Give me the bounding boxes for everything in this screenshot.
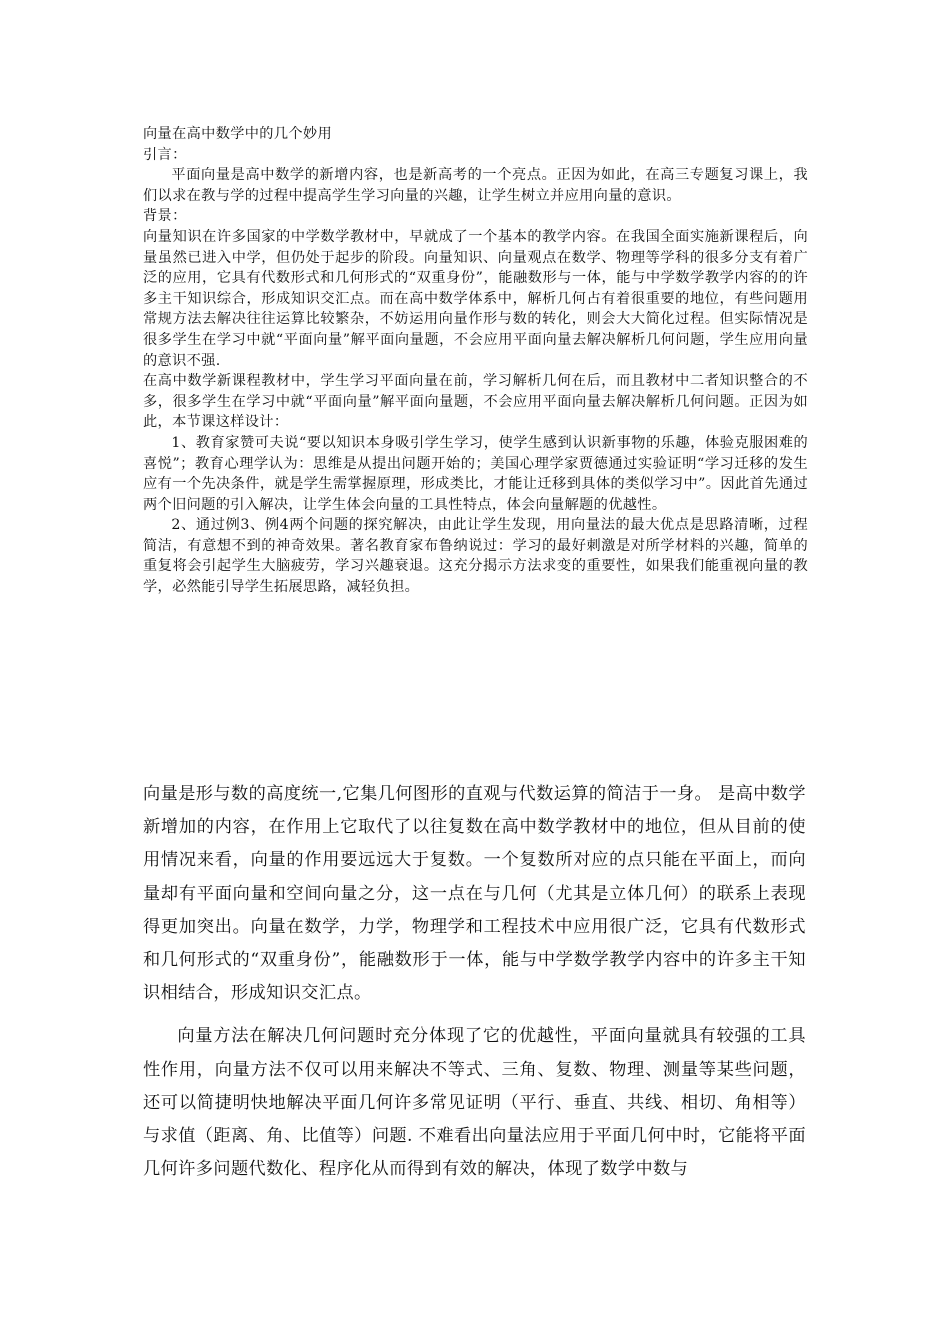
background-label: 背景： xyxy=(143,208,187,225)
background-paragraph-1: 向量知识在许多国家的中学数学教材中，早就成了一个基本的教学内容。在我国全面实施新课程后，向量虽然已进入中学，但仍处于起步的阶段。向量知识、向量观点在数学、物理等学科的很多分支有着广泛的应用，它具有代数形式和几何形式的“双重身份”，能融数形与一体，能与中学数学教学内容的的许多主干知识综合，形成知识交汇点。而在高中数学体系中，解析几何占有着很重要的地位，有些问题用常规方法去解决往往运算比较繁杂，不妨运用向量作形与数的转化，则会大大简化过程。但实际情况是很多学生在学习中就“平面向量”解平面向量题，不会应用平面向量去解决解析几何问题，学生应用向量的意识不强. xyxy=(143,228,808,369)
body-paragraph-2: 向量方法在解决几何问题时充分体现了它的优越性，平面向量就具有较强的工具性作用，向量方法不仅可以用来解决不等式、三角、复数、物理、测量等某些问题，还可以简捷明快地解决平面几何许多常见证明（平行、垂直、共线、相切、角相等）与求值（距离、角、比值等）问题. 不难看出向量法应用于平面几何中时，它能将平面几何许多问题代数化、程序化从而得到有效的解决，体现了数学中数与 xyxy=(143,1026,806,1180)
background-paragraph-2: 在高中数学新课程教材中，学生学习平面向量在前，学习解析几何在后，而且教材中二者知识整合的不多，很多学生在学习中就“平面向量”解平面向量题，不会应用平面向量去解决解析几何问题。正因为如此，本节课这样设计： xyxy=(143,373,808,431)
intro-label: 引言： xyxy=(143,146,187,163)
lesson-plan-section xyxy=(143,124,808,598)
doc-title: 向量在高中数学中的几个妙用 xyxy=(143,126,332,142)
body-paragraph-1: 向量是形与数的高度统一,它集几何图形的直观与代数运算的简洁于一身。 是高中数学新增加的内容，在作用上它取代了以往复数在高中数学教材中的地位，但从目前的使用情况来看，向量的作用要远远大于复数。一个复数所对应的点只能在平面上，而向量却有平面向量和空间向量之分，这一点在与几何（尤其是立体几何）的联系上表现得更加突出。向量在数学，力学，物理学和工程技术中应用很广泛，它具有代数形式和几何形式的“双重身份”，能融数形于一体，能与中学数学教学内容中的许多主干知识相结合，形成知识交汇点。 xyxy=(143,784,806,1004)
design-item-1: 1、教育家赞可夫说“要以知识本身吸引学生学习，使学生感到认识新事物的乐趣，体验克服困难的喜悦”；教育心理学认为：思维是从提出问题开始的；美国心理学家贾德通过实验证明“学习迁移的发生应有一个先决条件，就是学生需掌握原理，形成类比，才能让迁移到具体的类似学习中”。因此首先通过两个旧问题的引入解决，让学生体会向量的工具性特点，体会向量解题的优越性。 xyxy=(143,434,808,513)
intro-paragraph: 平面向量是高中数学的新增内容，也是新高考的一个亮点。正因为如此，在高三专题复习课上，我们以求在教与学的过程中提高学生学习向量的兴趣，让学生树立并应用向量的意识。 xyxy=(143,167,808,204)
body-section xyxy=(143,778,806,1186)
design-item-2: 2、通过例3、例4两个问题的探究解决，由此让学生发现，用向量法的最大优点是思路清晰，过程简洁，有意想不到的神奇效果。著名教育家布鲁纳说过：学习的最好刺激是对所学材料的兴趣，简单的重复将会引起学生大脑疲劳，学习兴趣衰退。这充分揭示方法求变的重要性，如果我们能重视向量的教学，必然能引导学生拓展思路，减轻负担。 xyxy=(143,517,808,596)
